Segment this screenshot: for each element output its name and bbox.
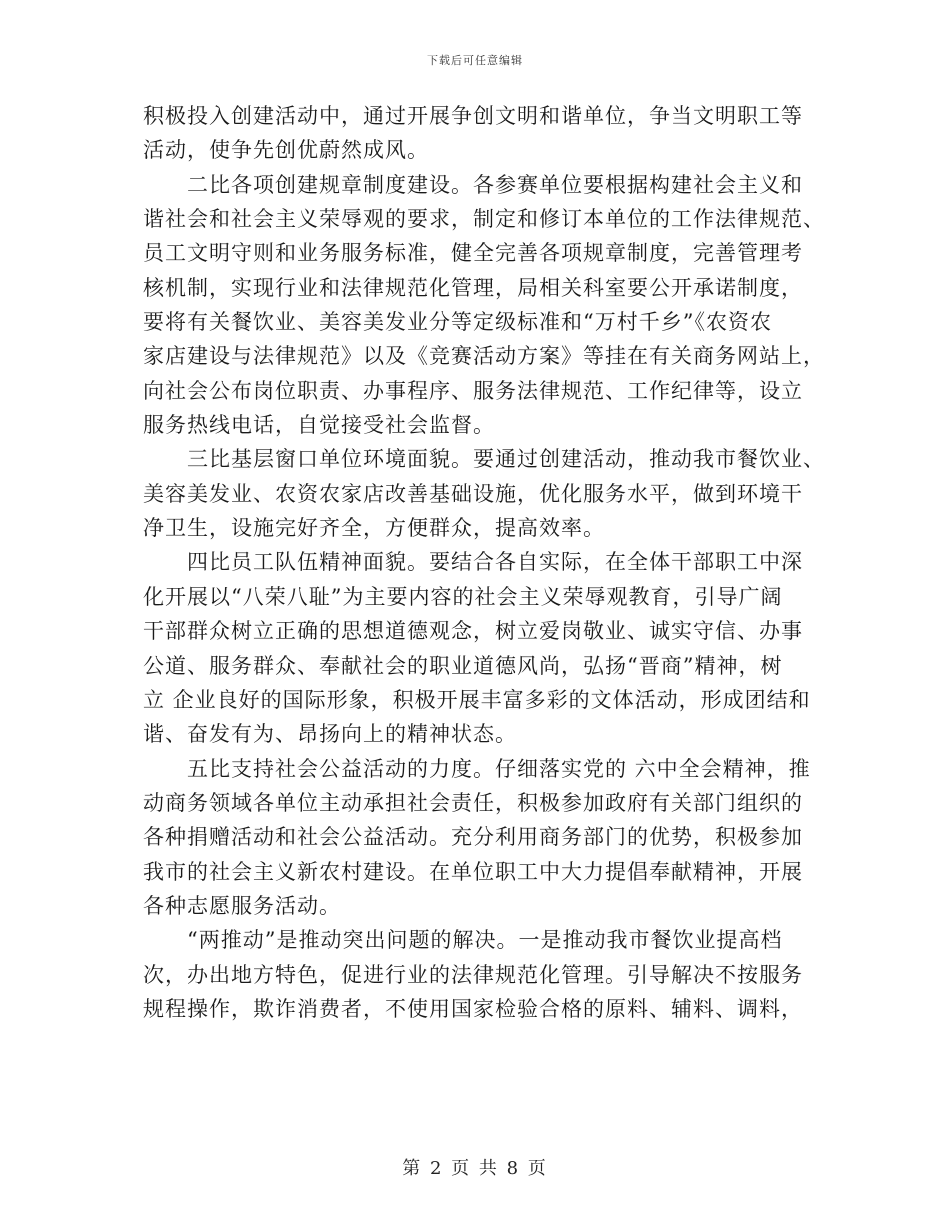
text-line: 积极投入创建活动中，通过开展争创文明和谐单位，争当文明职工等: [143, 104, 803, 128]
text-line: 服务热线电话，自觉接受社会监督。: [143, 413, 495, 438]
document-body: [143, 99, 825, 1026]
text-line: 干部群众树立正确的思想道德观念，树立爱岗敬业、诚实守信、办事: [143, 619, 803, 644]
text-line: 净卫生，设施完好齐全，方便群众，提高效率。: [143, 516, 605, 541]
text-line: “两推动”是推动突出问题的解决。一是推动我市餐饮业提高档: [143, 928, 783, 953]
text-line: 四比员工队伍精神面貌。要结合各自实际，在全体干部职工中深: [143, 550, 803, 575]
text-line: 动商务领域各单位主动承担社会责任，积极参加政府有关部门组织的: [143, 790, 803, 815]
page-number-footer: 第 2 页 共 8 页: [402, 1158, 548, 1179]
text-line: 家店建设与法律规范》以及《竞赛活动方案》等挂在有关商务网站上，: [143, 344, 825, 369]
text-line: 核机制，实现行业和法律规范化管理，局相关科室要公开承诺制度，: [143, 275, 803, 300]
text-line: 美容美发业、农资农家店改善基础设施，优化服务水平，做到环境干: [143, 481, 803, 506]
text-line: 各种捐赠活动和社会公益活动。充分利用商务部门的优势，积极参加: [143, 825, 803, 850]
text-line: 我市的社会主义新农村建设。在单位职工中大力提倡奉献精神，开展: [143, 859, 803, 884]
page-header: 下载后可任意编辑: [427, 54, 523, 67]
text-line: 二比各项创建规章制度建设。各参赛单位要根据构建社会主义和: [143, 172, 803, 197]
text-line: 规程操作，欺诈消费者，不使用国家检验合格的原料、辅料、调料，: [143, 996, 803, 1021]
text-line: 化开展以“八荣八耻”为主要内容的社会主义荣辱观教育，引导广阔: [143, 584, 783, 609]
text-line: 次，办出地方特色，促进行业的法律规范化管理。引导解决不按服务: [143, 962, 803, 987]
text-line: 员工文明守则和业务服务标准，健全完善各项规章制度，完善管理考: [143, 241, 803, 266]
text-line: 各种志愿服务活动。: [143, 893, 341, 918]
text-line: 谐、奋发有为、昂扬向上的精神状态。: [143, 722, 517, 747]
text-line: 公道、服务群众、奉献社会的职业道德风尚，弘扬“晋商”精神，树: [143, 653, 783, 678]
text-line: 活动，使争先创优蔚然成风。: [143, 138, 429, 163]
text-line: 五比支持社会公益活动的力度。仔细落实党的 六中全会精神，推: [143, 756, 811, 781]
text-line: 谐社会和社会主义荣辱观的要求，制定和修订本单位的工作法律规范、: [143, 207, 825, 232]
text-line: 向社会公布岗位职责、办事程序、服务法律规范、工作纪律等，设立: [143, 378, 803, 403]
text-line: 要将有关餐饮业、美容美发业分等定级标准和“万村千乡”《农资农: [143, 310, 772, 335]
text-line: 三比基层窗口单位环境面貌。要通过创建活动，推动我市餐饮业、: [143, 447, 825, 472]
text-line: 立 企业良好的国际形象，积极开展丰富多彩的文体活动，形成团结和: [143, 687, 811, 712]
